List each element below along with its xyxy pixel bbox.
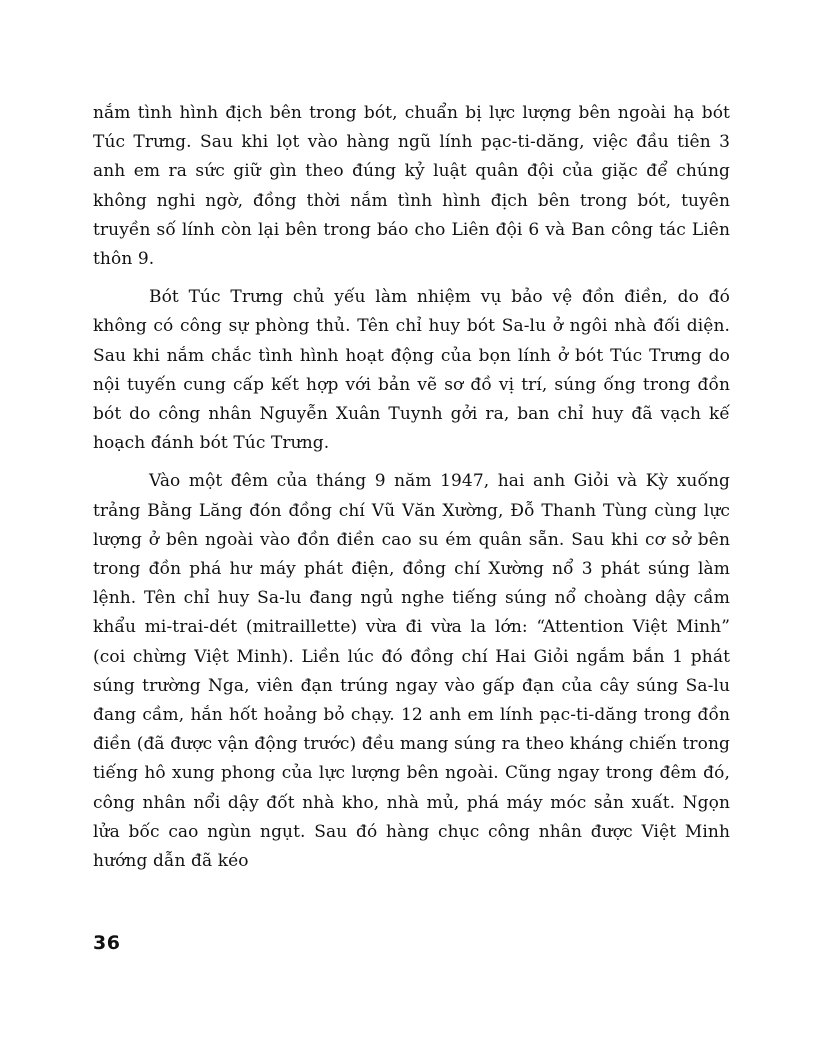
paragraph-1: nắm tình hình địch bên trong bót, chuẩn bị lực lượng bên ngoài hạ bót Túc Trưng. Sau khi lọt vào hàng ngũ lính pạc-ti-dăng, việc đầu tiên 3 anh em ra sức giữ gìn theo đúng kỷ luật quân đội của giặc để chúng không nghi ngờ, đồng thời nắm tình hình địch bên trong bót, tuyên truyền số lính còn lại bên trong báo cho Liên đội 6 và Ban công tác Liên thôn 9. — [93, 103, 730, 270]
page-number: 36 — [93, 932, 121, 954]
paragraph-3: Vào một đêm của tháng 9 năm 1947, hai anh Giỏi và Kỳ xuống trảng Bằng Lăng đón đồng chí Vũ Văn Xường, Đỗ Thanh Tùng cùng lực lượng ở bên ngoài vào đồn điền cao su ém quân sẵn. Sau khi cơ sở bên trong đồn phá hư máy phát điện, đồng chí Xường nổ 3 phát súng làm lệnh. Tên chỉ huy Sa-lu đang ngủ nghe tiếng súng nổ choàng dậy cầm khẩu mi-trai-dét (mitraillette) vừa đi vừa la lớn: “Attention Việt Minh” (coi chừng Việt Minh). Liền lúc đó đồng chí Hai Giỏi ngắm bắn 1 phát súng trường Nga, viên đạn trúng ngay vào gấp đạn của cây súng Sa-lu đang cầm, hắn hốt hoảng bỏ chạy. 12 anh em lính pạc-ti-dăng trong đồn điền (đã được vận động trước) đều mang súng ra theo kháng chiến trong tiếng hô xung phong của lực lượng bên ngoài. Cũng ngay trong đêm đó, công nhân nổi dậy đốt nhà kho, nhà mủ, phá máy móc sản xuất. Ngọn lửa bốc cao ngùn ngụt. Sau đó hàng chục công nhân được Việt Minh hướng dẫn đã kéo — [93, 471, 730, 872]
paragraph-2: Bót Túc Trưng chủ yếu làm nhiệm vụ bảo vệ đồn điền, do đó không có công sự phòng thủ. Tên chỉ huy bót Sa-lu ở ngôi nhà đối diện. Sau khi nắm chắc tình hình hoạt động của bọn lính ở bót Túc Trưng do nội tuyến cung cấp kết hợp với bản vẽ sơ đồ vị trí, súng ống trong đồn bót do công nhân Nguyễn Xuân Tuynh gởi ra, ban chỉ huy đã vạch kế hoạch đánh bót Túc Trưng. — [93, 287, 730, 454]
body-text — [93, 99, 730, 885]
